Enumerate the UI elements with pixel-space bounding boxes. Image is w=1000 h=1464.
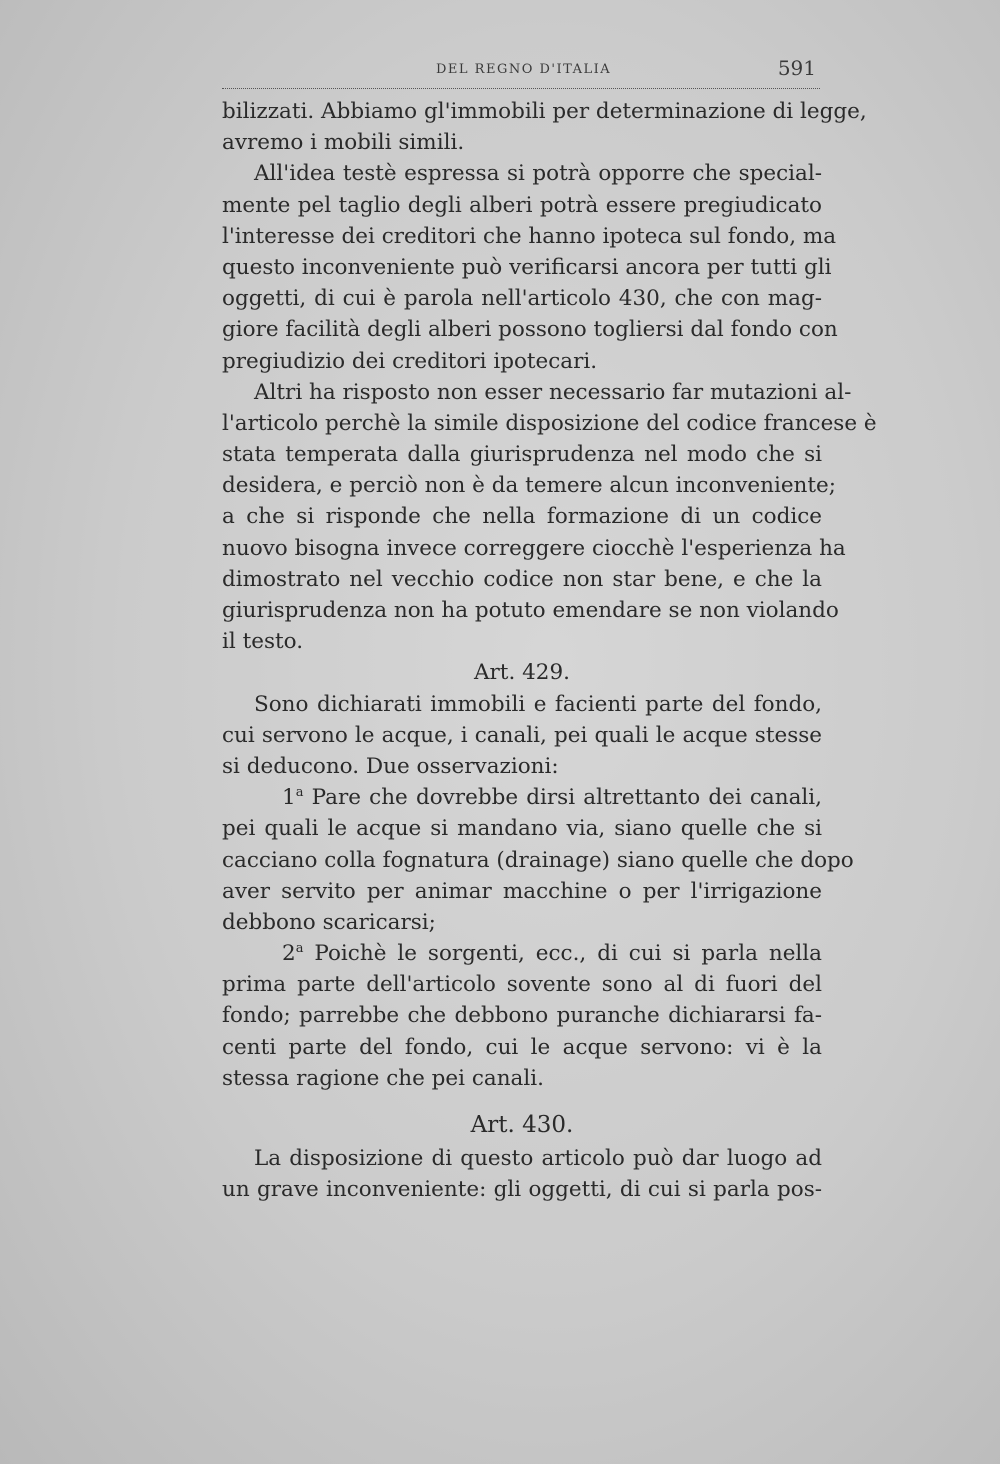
- text-line: La disposizione di questo articolo può dar luogo ad: [254, 1146, 822, 1172]
- text-line: un grave inconveniente: gli oggetti, di cui si parla pos-: [222, 1177, 822, 1203]
- text-line: l'articolo perchè la simile disposizione del codice francese è: [222, 410, 877, 436]
- text-line: bilizzati. Abbiamo gl'immobili per determinazione di legge,: [222, 99, 867, 124]
- page-number: 591: [777, 56, 816, 80]
- text-line: l'interesse dei creditori che hanno ipoteca sul fondo, ma: [222, 223, 837, 249]
- article-heading: Art. 430.: [470, 1112, 574, 1138]
- item-text: Poichè le sorgenti, ecc., di cui si parla nella: [303, 941, 822, 967]
- text-line: nuovo bisogna invece correggere ciocchè l'esperienza ha: [222, 535, 846, 561]
- item-ordinal: a: [295, 785, 304, 801]
- text-line: stessa ragione che pei canali.: [222, 1065, 544, 1091]
- running-title: DEL REGNO D'ITALIA: [436, 62, 612, 77]
- text-line: Sono dichiarati immobili e facienti parte del fondo,: [254, 691, 822, 717]
- item-number: 1: [282, 785, 296, 811]
- item-ordinal: a: [295, 941, 304, 957]
- text-line: oggetti, di cui è parola nell'articolo 430, che con mag-: [222, 286, 822, 312]
- text-line: prima parte dell'articolo sovente sono al di fuori del: [222, 972, 822, 998]
- text-line: desidera, e perciò non è da temere alcun inconveniente;: [222, 473, 837, 499]
- text-line: cacciano colla fognatura (drainage) siano quelle che dopo: [222, 847, 854, 873]
- text-line: [222, 782, 822, 813]
- article-heading: Art. 429.: [474, 660, 570, 686]
- body-text: [222, 96, 877, 1206]
- header-rule: [222, 88, 820, 89]
- text-line: pei quali le acque si mandano via, siano quelle che si: [222, 816, 822, 842]
- text-line: debbono scaricarsi;: [222, 909, 436, 935]
- text-line: mente pel taglio degli alberi potrà essere pregiudicato: [222, 192, 822, 218]
- text-line: giurisprudenza non ha potuto emendare se non violando: [222, 598, 839, 623]
- text-line: avremo i mobili simili.: [222, 130, 465, 156]
- text-line: fondo; parrebbe che debbono puranche dichiararsi fa-: [222, 1003, 822, 1029]
- text-line: stata temperata dalla giurisprudenza nel modo che si: [222, 442, 822, 468]
- text-line: [222, 938, 822, 969]
- text-line: giore facilità degli alberi possono togliersi dal fondo con: [222, 317, 838, 343]
- page-header: [222, 52, 822, 86]
- text-line: dimostrato nel vecchio codice non star bene, e che la: [222, 566, 822, 592]
- text-line: a che si risponde che nella formazione di un codice: [222, 504, 822, 530]
- text-line: All'idea testè espressa si potrà opporre che special-: [254, 161, 822, 187]
- text-line: il testo.: [222, 629, 304, 655]
- text-line: Altri ha risposto non esser necessario far mutazioni al-: [254, 379, 852, 405]
- text-line: si deducono. Due osservazioni:: [222, 753, 559, 779]
- text-line: cui servono le acque, i canali, pei quali le acque stesse: [222, 722, 822, 748]
- text-line: centi parte del fondo, cui le acque servono: vi è la: [222, 1034, 822, 1060]
- item-text: Pare che dovrebbe dirsi altrettanto dei canali,: [303, 785, 822, 811]
- text-line: questo inconveniente può verificarsi ancora per tutti gli: [222, 254, 832, 280]
- text-line: aver servito per animar macchine o per l'irrigazione: [222, 878, 822, 904]
- item-number: 2: [282, 941, 296, 967]
- text-line: pregiudizio dei creditori ipotecari.: [222, 348, 598, 374]
